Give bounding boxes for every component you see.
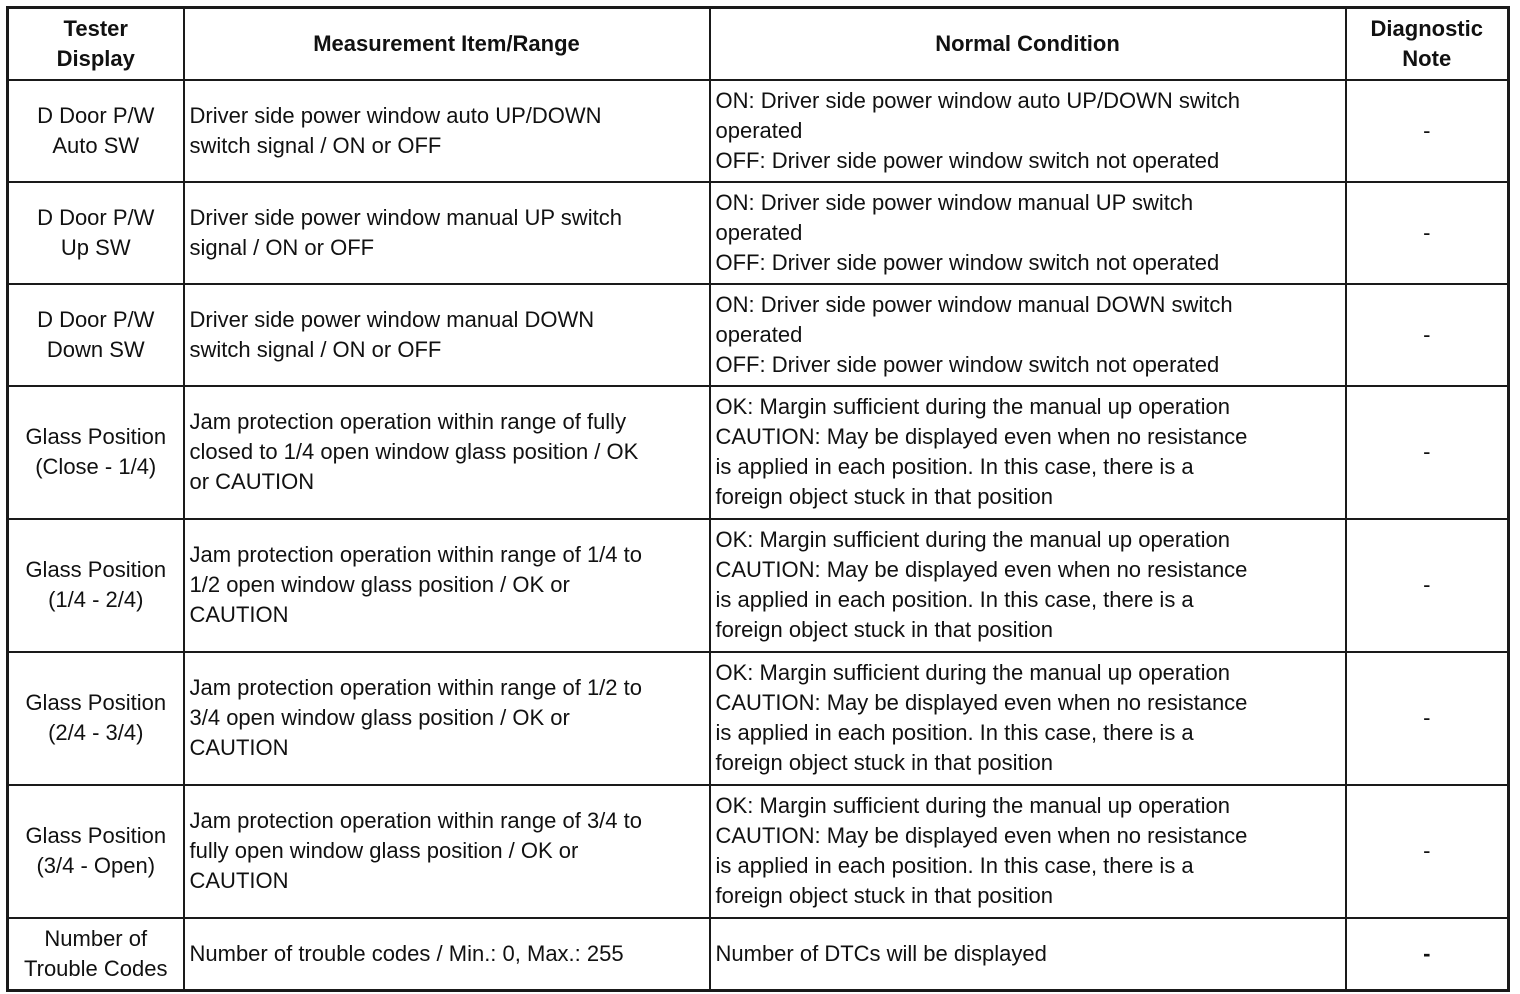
tester-display-cell: D Door P/W Up SW [8, 182, 184, 284]
header-tester-display: Tester Display [8, 8, 184, 80]
measurement-cell: Driver side power window manual UP switch signal / ON or OFF [184, 182, 710, 284]
table-row [8, 284, 1509, 386]
normal-condition-cell: ON: Driver side power window auto UP/DOWN switch operated OFF: Driver side power window switch not operated [710, 80, 1346, 182]
table-row [8, 182, 1509, 284]
tester-display-cell: Glass Position (Close - 1/4) [8, 386, 184, 519]
table-row [8, 918, 1509, 991]
diagnostic-data-table [6, 6, 1510, 992]
table-row [8, 652, 1509, 785]
tester-display-cell: Glass Position (3/4 - Open) [8, 785, 184, 918]
measurement-cell: Jam protection operation within range of 3/4 to fully open window glass position / OK or CAUTION [184, 785, 710, 918]
normal-condition-cell: ON: Driver side power window manual UP switch operated OFF: Driver side power window switch not operated [710, 182, 1346, 284]
table-row [8, 386, 1509, 519]
tester-display-cell: Glass Position (2/4 - 3/4) [8, 652, 184, 785]
normal-condition-cell: ON: Driver side power window manual DOWN switch operated OFF: Driver side power window switch not operated [710, 284, 1346, 386]
header-diagnostic-note: Diagnostic Note [1346, 8, 1509, 80]
diagnostic-note-cell: - [1346, 284, 1509, 386]
table-header [8, 8, 1509, 80]
header-normal-condition: Normal Condition [710, 8, 1346, 80]
diagnostic-note-cell: - [1346, 652, 1509, 785]
tester-display-cell: Number of Trouble Codes [8, 918, 184, 991]
table-row [8, 80, 1509, 182]
measurement-cell: Jam protection operation within range of 1/2 to 3/4 open window glass position / OK or CAUTION [184, 652, 710, 785]
measurement-cell: Driver side power window auto UP/DOWN switch signal / ON or OFF [184, 80, 710, 182]
table-row [8, 785, 1509, 918]
measurement-cell: Jam protection operation within range of 1/4 to 1/2 open window glass position / OK or CAUTION [184, 519, 710, 652]
diagnostic-note-cell: - [1346, 80, 1509, 182]
normal-condition-cell: OK: Margin sufficient during the manual up operation CAUTION: May be displayed even when no resistance is applied in each position. In this case, there is a foreign object stuck in that position [710, 785, 1346, 918]
header-measurement-item: Measurement Item/Range [184, 8, 710, 80]
diagnostic-note-cell: - [1346, 386, 1509, 519]
measurement-cell: Number of trouble codes / Min.: 0, Max.: 255 [184, 918, 710, 991]
measurement-cell: Driver side power window manual DOWN switch signal / ON or OFF [184, 284, 710, 386]
normal-condition-cell: OK: Margin sufficient during the manual up operation CAUTION: May be displayed even when no resistance is applied in each position. In this case, there is a foreign object stuck in that position [710, 519, 1346, 652]
table-row [8, 519, 1509, 652]
diagnostic-note-cell: - [1346, 785, 1509, 918]
normal-condition-cell: OK: Margin sufficient during the manual up operation CAUTION: May be displayed even when no resistance is applied in each position. In this case, there is a foreign object stuck in that position [710, 652, 1346, 785]
normal-condition-cell: Number of DTCs will be displayed [710, 918, 1346, 991]
header-row [8, 8, 1509, 80]
table-body [8, 80, 1509, 991]
measurement-cell: Jam protection operation within range of fully closed to 1/4 open window glass position / OK or CAUTION [184, 386, 710, 519]
diagnostic-note-cell: - [1346, 918, 1509, 991]
normal-condition-cell: OK: Margin sufficient during the manual up operation CAUTION: May be displayed even when no resistance is applied in each position. In this case, there is a foreign object stuck in that position [710, 386, 1346, 519]
diagnostic-note-cell: - [1346, 519, 1509, 652]
diagnostic-note-cell: - [1346, 182, 1509, 284]
tester-display-cell: Glass Position (1/4 - 2/4) [8, 519, 184, 652]
tester-display-cell: D Door P/W Auto SW [8, 80, 184, 182]
tester-display-cell: D Door P/W Down SW [8, 284, 184, 386]
